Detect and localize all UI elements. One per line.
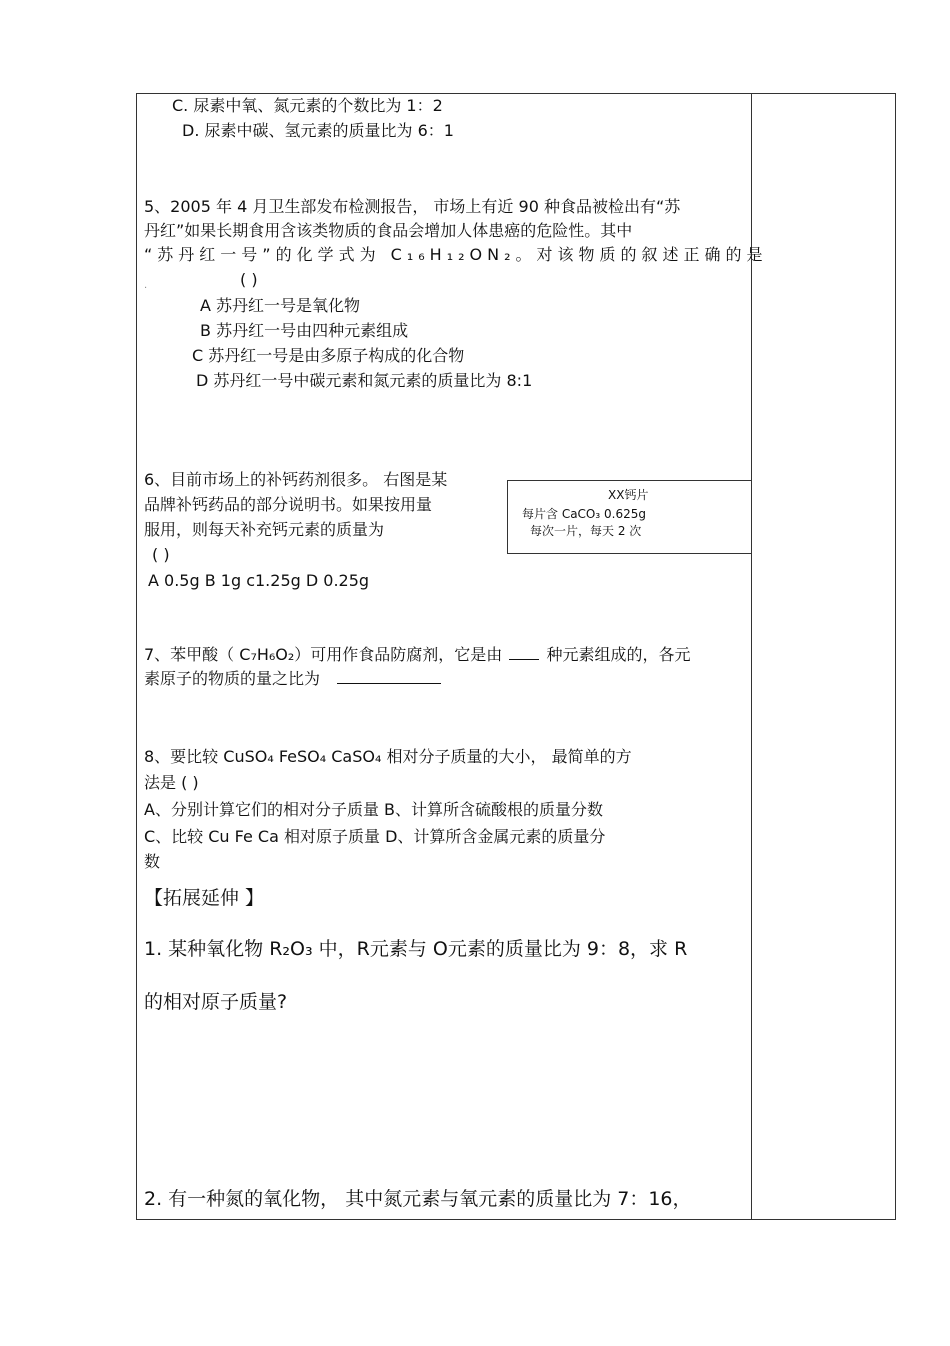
q7-text-line2-label: 素原子的物质的量之比为 xyxy=(144,669,321,688)
q5-text-line3: “苏丹红一号”的化学式为 C₁₆H₁₂ON₂。对该物质的叙述正确的是 xyxy=(144,245,768,264)
label-title: XX钙片 xyxy=(608,488,649,502)
q7-blank-elements xyxy=(509,645,539,660)
q7-text-line1 xyxy=(144,645,691,665)
calcium-tablet-label xyxy=(507,480,752,554)
q7-text-line2 xyxy=(144,669,441,689)
q4-option-c: C. 尿素中氧、氮元素的个数比为 1：2 xyxy=(172,96,443,115)
q5-option-a: A 苏丹红一号是氧化物 xyxy=(200,296,361,315)
q8-text-line1: 8、要比较 CuSO₄ FeSO₄ CaSO₄ 相对分子质量的大小， 最简单的方 xyxy=(144,747,632,766)
q6-text-line2: 品牌补钙药品的部分说明书。如果按用量 xyxy=(144,495,433,514)
q7-text-pre: 7、苯甲酸（ C₇H₆O₂）可用作食品防腐剂，它是由 xyxy=(144,645,503,664)
q5-text-line2: 丹红”如果长期食用含该类物质的食品会增加人体患癌的危险性。其中 xyxy=(144,221,633,240)
label-line2: 每次一片，每天 2 次 xyxy=(530,524,642,538)
q6-options: A 0.5g B 1g c1.25g D 0.25g xyxy=(148,571,370,590)
q6-text-line1: 6、目前市场上的补钙药剂很多。 右图是某 xyxy=(144,470,448,489)
q6-text-line3: 服用，则每天补充钙元素的质量为 xyxy=(144,520,385,539)
q5-option-b: B 苏丹红一号由四种元素组成 xyxy=(200,321,409,340)
extension-problem2-line1: 2. 有一种氮的氧化物， 其中氮元素与氧元素的质量比为 7：16， xyxy=(144,1188,692,1210)
q5-text-line1: 5、2005 年 4 月卫生部发布检测报告， 市场上有近 90 种食品被检出有“苏 xyxy=(144,197,681,216)
q4-option-d: D. 尿素中碳、氢元素的质量比为 6：1 xyxy=(182,121,454,140)
q7-text-post: 种元素组成的，各元 xyxy=(546,645,691,664)
label-line1: 每片含 CaCO₃ 0.625g xyxy=(522,507,646,521)
q8-text-line2: 法是 ( ) xyxy=(144,773,199,792)
q5-answer-paren: ( ) xyxy=(240,270,258,289)
q5-option-d: D 苏丹红一号中碳元素和氮元素的质量比为 8:1 xyxy=(196,371,533,390)
q8-options-ab: A、分别计算它们的相对分子质量 B、计算所含硫酸根的质量分数 xyxy=(144,800,604,819)
extension-problem1-line1: 1. 某种氧化物 R₂O₃ 中，R元素与 O元素的质量比为 9：8，求 R xyxy=(144,938,688,960)
q8-options-cd: C、比较 Cu Fe Ca 相对原子质量 D、计算所含金属元素的质量分 xyxy=(144,827,606,846)
stray-dot: . xyxy=(144,280,148,291)
q5-option-c: C 苏丹红一号是由多原子构成的化合物 xyxy=(192,346,465,365)
extension-problem1-line2: 的相对原子质量? xyxy=(144,991,288,1013)
q7-blank-ratio xyxy=(337,669,441,684)
extension-heading: 【拓展延伸 】 xyxy=(144,887,265,909)
q8-options-cd-cont: 数 xyxy=(144,852,161,871)
q6-answer-paren: ( ) xyxy=(152,545,170,564)
